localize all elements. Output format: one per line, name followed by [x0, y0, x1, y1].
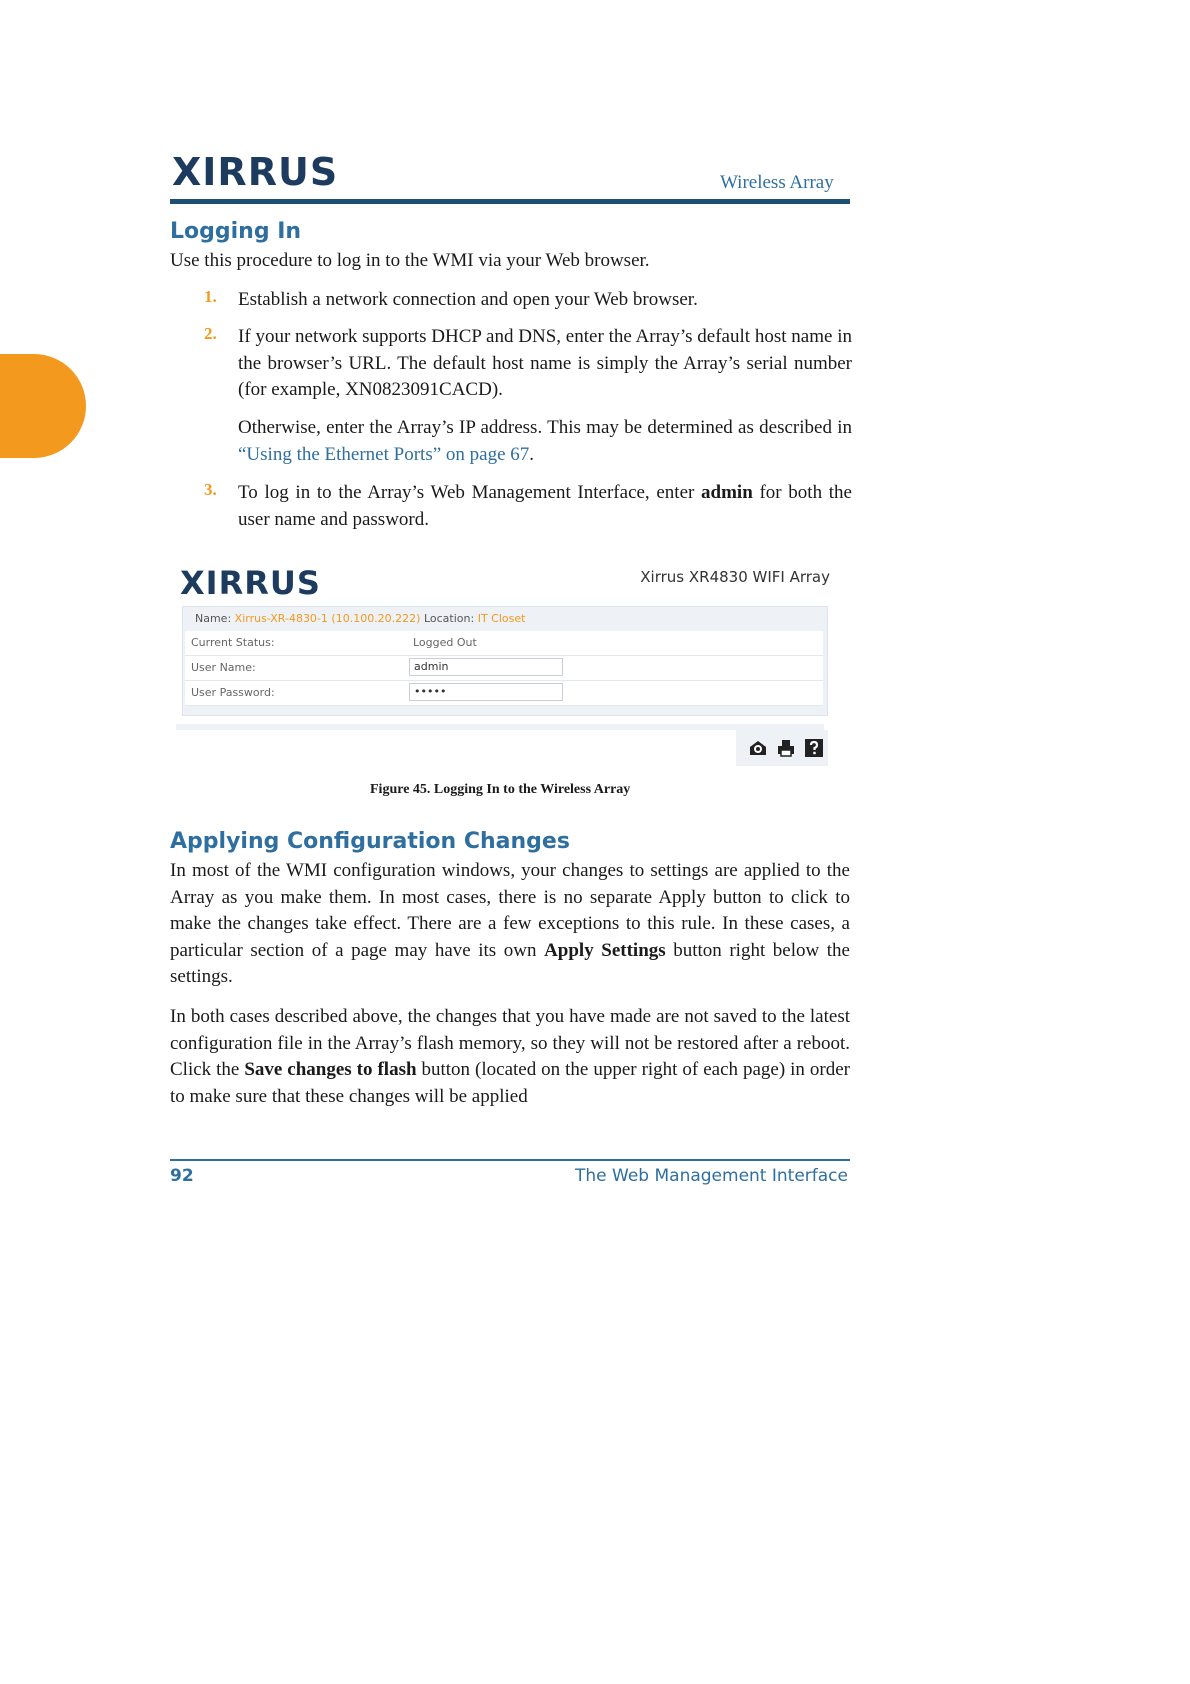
- save-icon[interactable]: [748, 738, 768, 758]
- step-text-part: for both the user name and password.: [238, 482, 852, 530]
- print-icon[interactable]: [776, 738, 796, 758]
- bold-admin: admin: [701, 482, 753, 503]
- list-item: [204, 324, 852, 404]
- status-label: Current Status:: [191, 636, 275, 649]
- list-item: [204, 415, 852, 468]
- step-number: 1.: [204, 287, 217, 306]
- bold-save-changes: Save changes to flash: [244, 1059, 417, 1080]
- step-number: 3.: [204, 480, 217, 499]
- array-name-line: [195, 612, 525, 625]
- step-text: Establish a network connection and open your Web browser.: [238, 289, 698, 310]
- password-input[interactable]: •••••: [409, 683, 563, 701]
- ip-value: (10.100.20.222): [331, 612, 421, 625]
- xirrus-logo: [172, 150, 338, 194]
- location-label: Location:: [423, 612, 475, 625]
- login-screenshot-figure: [176, 556, 836, 766]
- step-text: [238, 415, 852, 468]
- footer-title: The Web Management Interface: [575, 1166, 848, 1186]
- section-heading-logging-in: Logging In: [170, 219, 302, 244]
- header-rule: [170, 199, 850, 204]
- cross-reference-link[interactable]: “Using the Ethernet Ports” on page 67: [238, 443, 530, 465]
- name-value: Xirrus-XR-4830-1: [234, 612, 328, 625]
- paragraph-save: [170, 1004, 850, 1110]
- list-item: [204, 480, 852, 533]
- footer-rule: [170, 1159, 850, 1161]
- step-text: [238, 480, 852, 533]
- username-label: User Name:: [191, 661, 256, 674]
- list-item: [204, 287, 852, 314]
- section-intro: Use this procedure to log in to the WMI via your Web browser.: [170, 250, 650, 271]
- help-icon[interactable]: [804, 738, 824, 758]
- step-text-part: .: [529, 443, 535, 465]
- figure-logo-text: XIRRUS: [180, 564, 321, 602]
- paragraph-text-part: In most of the WMI configuration windows, your changes to settings are applied to the Array as you make them. In most cases, there is no separate Apply button to click to make the changes take effect. There are a few exceptions to this rule. In these cases, a particular section of a page may have its own: [170, 860, 850, 961]
- step-text-part: Otherwise, enter the Array’s IP address. This may be determined as described in: [238, 417, 852, 438]
- figure-caption: Figure 45. Logging In to the Wireless Array: [370, 782, 631, 797]
- paragraph-text-part: button (located on the upper right of each page) in order to make sure that these changes will be applied: [170, 1059, 850, 1107]
- figure-xirrus-logo: [180, 564, 321, 602]
- paragraph-apply: [170, 858, 850, 991]
- status-value: Logged Out: [413, 636, 477, 649]
- page-number: 92: [170, 1166, 194, 1186]
- header-title: Wireless Array: [720, 172, 834, 193]
- chapter-side-tab: [0, 354, 86, 458]
- step-text-part: To log in to the Array’s Web Management Interface, enter: [238, 482, 702, 503]
- bold-apply-settings: Apply Settings: [544, 939, 666, 961]
- password-label: User Password:: [191, 686, 275, 699]
- figure-array-title: Xirrus XR4830 WIFI Array: [640, 568, 830, 586]
- location-value: IT Closet: [477, 612, 526, 625]
- step-number: 2.: [204, 324, 217, 343]
- step-text: If your network supports DHCP and DNS, enter the Array’s default host name in the browser’s URL. The default host name is simply the Array’s serial number (for example, XN0823091CACD).: [238, 326, 852, 400]
- figure-bottom-bar: [176, 724, 824, 730]
- logo-text: XIRRUS: [172, 150, 339, 194]
- paragraph-text-part: button right below the settings.: [170, 939, 850, 987]
- login-panel: [182, 606, 828, 716]
- password-row: [185, 681, 823, 706]
- name-label: Name:: [195, 612, 232, 625]
- status-row: [185, 631, 823, 656]
- paragraph-text-part: In both cases described above, the changes that you have made are not saved to the latest configuration file in the Array’s flash memory, so they will not be restored after a reboot. Click the: [170, 1006, 850, 1080]
- section-heading-applying-changes: Applying Configuration Changes: [170, 829, 570, 854]
- username-input[interactable]: admin: [409, 658, 563, 676]
- username-row: [185, 656, 823, 681]
- toolbar-icons: [736, 730, 828, 766]
